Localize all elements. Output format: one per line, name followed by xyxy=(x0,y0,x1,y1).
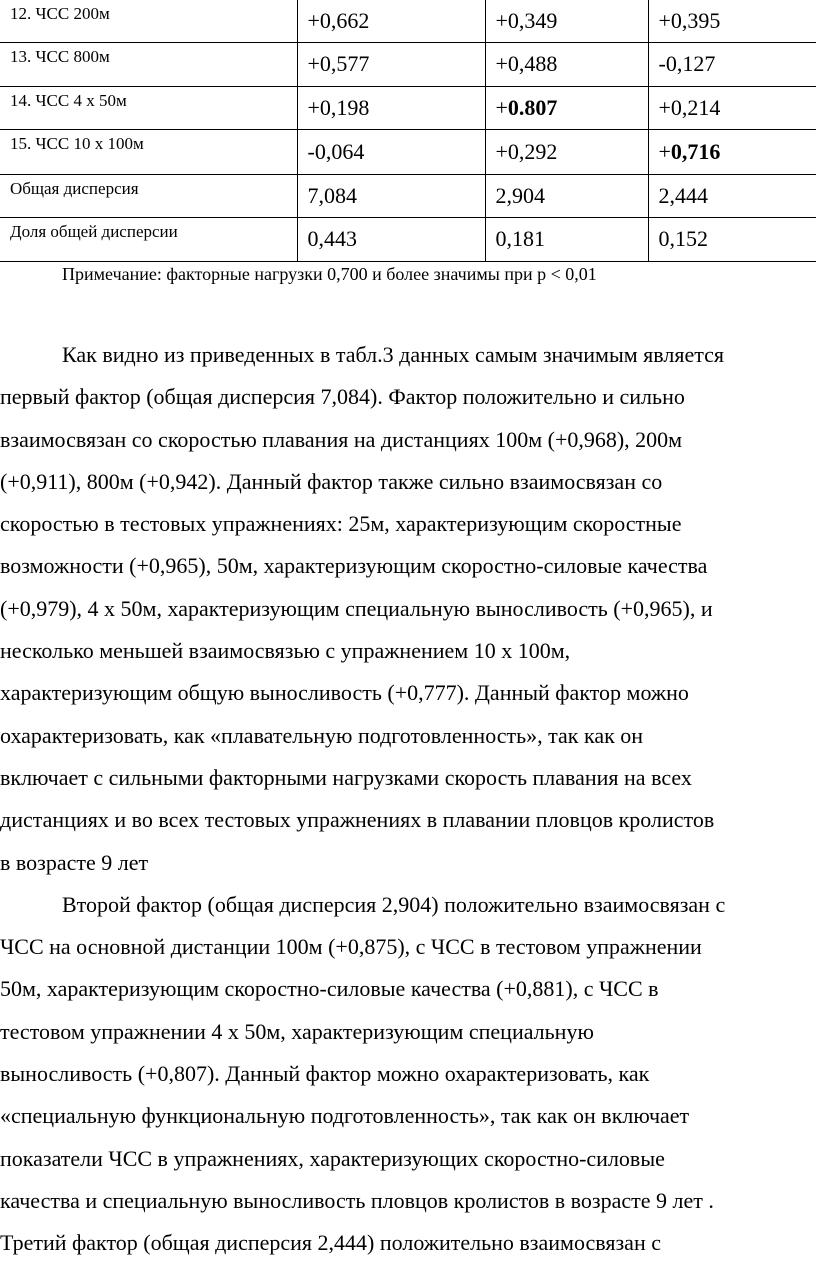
factor-loadings-table xyxy=(0,0,816,262)
significant-value: 0.807 xyxy=(507,94,558,120)
table-row xyxy=(0,0,816,42)
paragraph-line: качества и специальную выносливость пловцов кролистов в возрасте 9 лет . xyxy=(0,1187,714,1213)
paragraph-line: ЧСС на основной дистанции 100м (+0,875), с ЧСС в тестовом упражнении xyxy=(0,934,702,960)
table-row xyxy=(0,129,816,174)
factor-3-value: 2,444 xyxy=(648,174,816,217)
factor-1-value: -0,064 xyxy=(297,129,485,174)
value-sign: + xyxy=(658,138,671,164)
paragraph-line: в возрасте 9 лет xyxy=(0,849,149,875)
table-note: Примечание: факторные нагрузки 0,700 и более значимы при р < 0,01 xyxy=(62,264,597,284)
factor-2-value: +0,349 xyxy=(485,0,648,42)
paragraph-line: взаимосвязан со скоростью плавания на дистанциях 100м (+0,968), 200м xyxy=(0,426,683,452)
factor-3-value: -0,127 xyxy=(648,42,816,86)
paragraph-line: 50м, характеризующим скоростно-силовые качества (+0,881), с ЧСС в xyxy=(0,976,659,1002)
table-row xyxy=(0,86,816,129)
factor-1-value: 7,084 xyxy=(297,174,485,217)
paragraph-line: показатели ЧСС в упражнениях, характеризующих скоростно-силовые xyxy=(0,1145,665,1171)
factor-2-value xyxy=(485,86,648,129)
row-label: 15. ЧСС 10 х 100м xyxy=(0,129,297,174)
table-row xyxy=(0,217,816,261)
paragraph-line: скоростью в тестовых упражнениях: 25м, характеризующим скоростные xyxy=(0,511,682,537)
factor-3-value: 0,152 xyxy=(648,217,816,261)
body-text xyxy=(0,334,816,1265)
table-row xyxy=(0,42,816,86)
row-label: Общая дисперсия xyxy=(0,174,297,217)
paragraph-line: первый фактор (общая дисперсия 7,084). Фактор положительно и сильно xyxy=(0,384,685,410)
factor-1-value: +0,577 xyxy=(297,42,485,86)
value-sign: + xyxy=(495,94,508,120)
paragraph-line: охарактеризовать, как «плавательную подготовленность», так как он xyxy=(0,722,644,748)
paragraph-line: несколько меньшей взаимосвязью с упражнением 10 х 100м, xyxy=(0,638,571,664)
factor-1-value: +0,662 xyxy=(297,0,485,42)
row-label: 14. ЧСС 4 х 50м xyxy=(0,86,297,129)
paragraph-line: выносливость (+0,807). Данный фактор можно охарактеризовать, как xyxy=(0,1061,650,1087)
factor-3-value xyxy=(648,129,816,174)
paragraph-line: возможности (+0,965), 50м, характеризующим скоростно-силовые качества xyxy=(0,553,708,579)
paragraph-line: характеризующим общую выносливость (+0,777). Данный фактор можно xyxy=(0,680,689,706)
row-label: Доля общей дисперсии xyxy=(0,217,297,261)
paragraph-line: дистанциях и во всех тестовых упражнениях в плавании пловцов кролистов xyxy=(0,807,715,833)
factor-1-value: 0,443 xyxy=(297,217,485,261)
factor-3-value: +0,395 xyxy=(648,0,816,42)
significant-value: 0,716 xyxy=(670,138,721,164)
paragraph-line: Как видно из приведенных в табл.3 данных самым значимым является xyxy=(62,342,725,367)
paragraph-line: (+0,979), 4 х 50м, характеризующим специальную выносливость (+0,965), и xyxy=(0,595,713,621)
paragraph-line: «специальную функциональную подготовленность», так как он включает xyxy=(0,1103,690,1129)
paragraph-line: тестовом упражнении 4 х 50м, характеризующим специальную xyxy=(0,1018,594,1044)
factor-2-value: 0,181 xyxy=(485,217,648,261)
row-label: 12. ЧСС 200м xyxy=(0,0,297,42)
factor-2-value: 2,904 xyxy=(485,174,648,217)
factor-1-value: +0,198 xyxy=(297,86,485,129)
factor-2-value: +0,292 xyxy=(485,129,648,174)
row-label: 13. ЧСС 800м xyxy=(0,42,297,86)
factor-3-value: +0,214 xyxy=(648,86,816,129)
paragraph-line: (+0,911), 800м (+0,942). Данный фактор также сильно взаимосвязан со xyxy=(0,468,663,494)
paragraph-line: Второй фактор (общая дисперсия 2,904) положительно взаимосвязан с xyxy=(62,891,726,917)
factor-2-value: +0,488 xyxy=(485,42,648,86)
paragraph-line: Третий фактор (общая дисперсия 2,444) положительно взаимосвязан с xyxy=(0,1230,661,1256)
table-row xyxy=(0,174,816,217)
paragraph-line: включает с сильными факторными нагрузками скорость плавания на всех xyxy=(0,764,692,790)
